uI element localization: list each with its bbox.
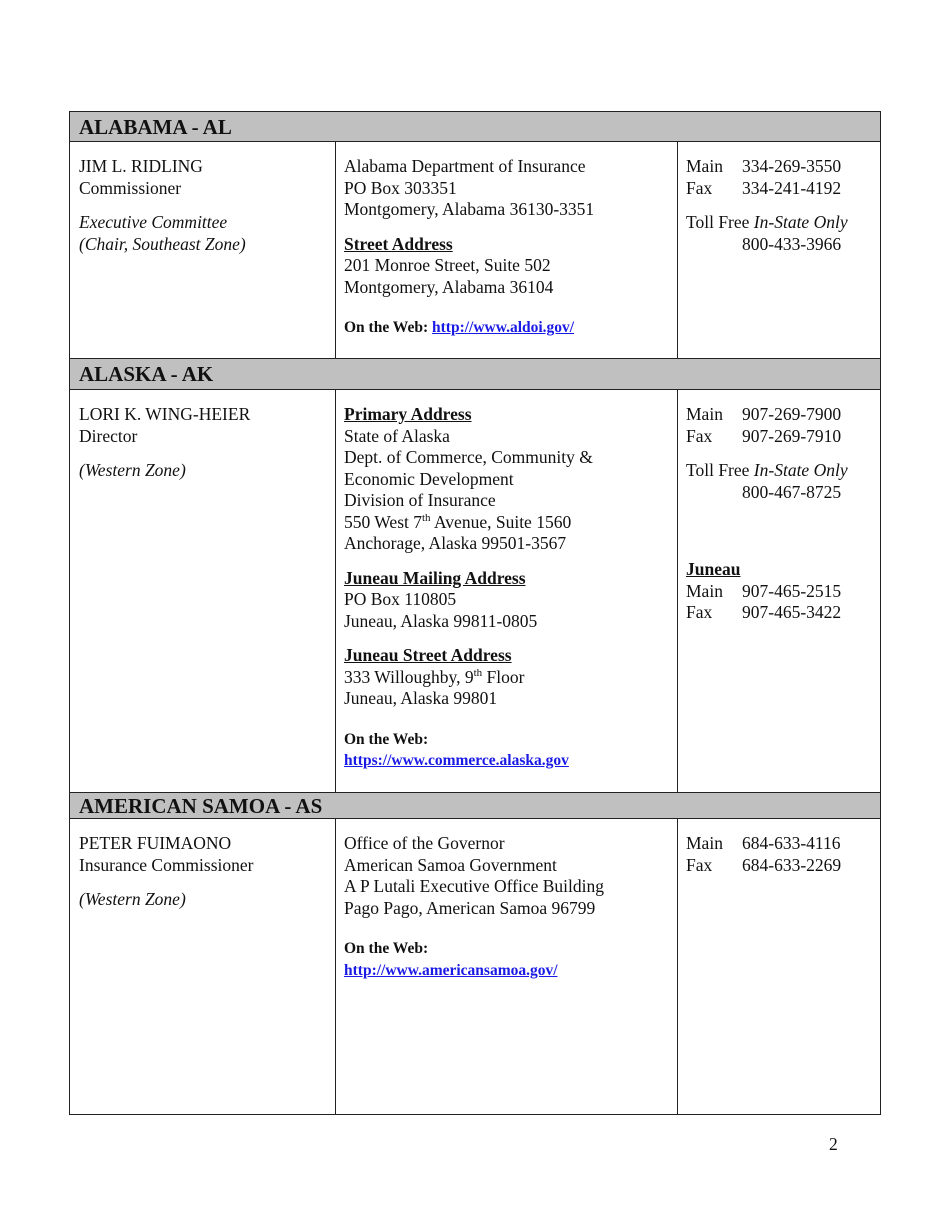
fax-phone: 334-241-4192 [742,177,842,198]
address-line: Division of Insurance [344,490,496,510]
address-line: Montgomery, Alabama 36104 [344,276,554,297]
fax-line [686,178,880,200]
main-label: Main [686,404,723,424]
main-phone-line [686,156,880,178]
fax-phone: 907-465-3422 [742,602,842,622]
toll-free-label: Toll Free [686,212,750,232]
address-cell [336,142,678,358]
street-text: 333 Willoughby, 9 [344,666,474,687]
official-name: PETER FUIMAONO [79,833,232,853]
web-label: On the Web: [344,730,429,748]
zone-line: (Western Zone) [79,460,186,480]
main-phone: 684-633-4116 [742,833,841,853]
address-line: A P Lutali Executive Office Building [344,876,605,896]
street-address-heading: Juneau Street Address [344,645,512,665]
address-line [344,667,677,689]
juneau-heading: Juneau [686,559,741,579]
address-line: Dept. of Commerce, Community & [344,447,593,467]
official-title: Commissioner [79,177,182,198]
toll-free-phone: 800-433-3966 [742,233,842,254]
official-title: Insurance Commissioner [79,854,254,875]
juneau-fax-line [686,602,880,624]
state-header-american-samoa: AMERICAN SAMOA - AS [70,793,880,819]
official-cell [70,142,336,358]
street-text: Avenue, Suite 1560 [430,511,572,532]
street-address-heading: Street Address [344,233,453,254]
main-label: Main [686,580,723,601]
web-label: On the Web: [344,940,429,957]
state-header-alaska: ALASKA - AK [70,359,880,390]
address-line: Juneau, Alaska 99811-0805 [344,610,538,631]
ordinal-suffix: th [473,666,483,679]
fax-label: Fax [686,177,713,198]
official-name: JIM L. RIDLING [79,156,203,176]
state-header-alabama: ALABAMA - AL [70,112,880,142]
address-line: PO Box 303351 [344,177,457,198]
zone-line: (Chair, Southeast Zone) [79,233,246,254]
fax-phone: 907-269-7910 [742,425,842,446]
toll-free-line [686,212,880,234]
phone-cell [678,390,880,792]
committee-line: Executive Committee [79,212,228,232]
page-number: 2 [829,1134,838,1154]
fax-line [686,855,880,877]
address-cell [336,390,678,792]
zone-line: (Western Zone) [79,889,186,909]
directory-table [69,111,881,1115]
official-title: Director [79,425,138,446]
address-line: Alabama Department of Insurance [344,156,586,176]
main-phone: 907-465-2515 [742,580,842,601]
address-line: Montgomery, Alabama 36130-3351 [344,199,595,219]
main-phone: 334-269-3550 [742,156,842,176]
website-link[interactable]: https://www.commerce.alaska.gov [344,752,569,769]
street-text: Floor [482,666,525,687]
phone-cell [678,819,880,1114]
fax-line [686,426,880,448]
official-name: LORI K. WING-HEIER [79,404,251,424]
street-text: 550 West 7 [344,511,422,532]
fax-label: Fax [686,425,713,446]
mailing-address-heading: Juneau Mailing Address [344,567,526,588]
address-line: Anchorage, Alaska 99501-3567 [344,533,567,553]
phone-cell [678,142,880,358]
address-line: Juneau, Alaska 99801 [344,688,498,708]
address-line: Economic Development [344,468,514,489]
official-cell [70,390,336,792]
state-row-alabama [70,142,880,359]
website-link[interactable]: http://www.aldoi.gov/ [432,319,575,336]
main-phone-line [686,404,880,426]
web-label: On the Web: [344,319,429,336]
toll-free-note: In-State Only [753,212,848,232]
ordinal-suffix: th [422,511,431,524]
juneau-main-line [686,581,880,603]
toll-free-phone: 800-467-8725 [742,481,842,502]
state-row-american-samoa [70,819,880,1115]
address-line: American Samoa Government [344,854,557,875]
address-cell [336,819,678,1114]
address-line: PO Box 110805 [344,589,457,609]
web-line [344,317,677,339]
address-line: Pago Pago, American Samoa 96799 [344,897,596,918]
address-line: 201 Monroe Street, Suite 502 [344,255,551,275]
address-line: Office of the Governor [344,833,505,853]
state-row-alaska [70,390,880,793]
toll-free-line [686,460,880,482]
official-cell [70,819,336,1114]
main-label: Main [686,833,723,853]
toll-free-label: Toll Free [686,460,750,480]
main-phone: 907-269-7900 [742,404,842,424]
address-line: State of Alaska [344,425,450,446]
main-label: Main [686,156,723,176]
fax-label: Fax [686,602,713,622]
main-phone-line [686,833,880,855]
fax-phone: 684-633-2269 [742,854,842,875]
primary-address-heading: Primary Address [344,404,472,424]
toll-free-note: In-State Only [753,460,848,480]
fax-label: Fax [686,854,713,875]
website-link[interactable]: http://www.americansamoa.gov/ [344,961,558,979]
address-line [344,512,677,534]
